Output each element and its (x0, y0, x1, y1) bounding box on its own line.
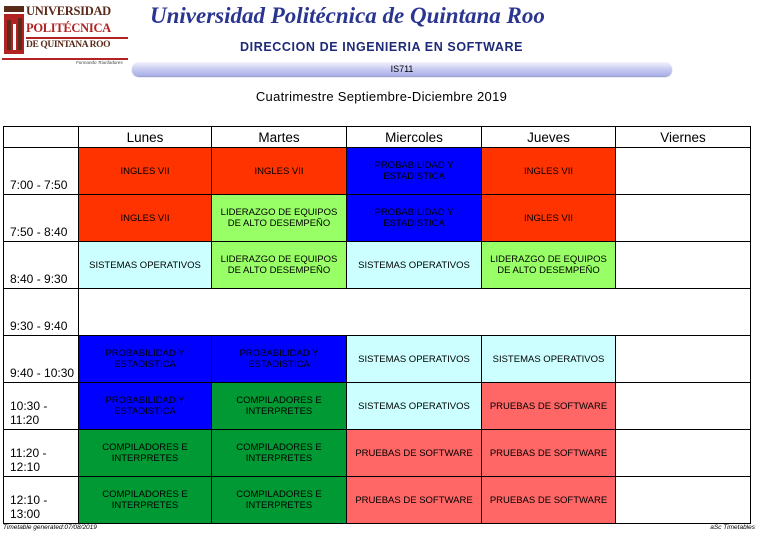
class-cell: SISTEMAS OPERATIVOS (78, 241, 212, 289)
class-cell (615, 241, 751, 289)
time-slot-label: 9:40 - 10:30 (3, 335, 79, 383)
class-cell: PRUEBAS DE SOFTWARE (346, 476, 482, 524)
software-credit: aSc Timetables (710, 524, 755, 531)
class-cell: INGLES VII (78, 194, 212, 242)
term-label: Cuatrimestre Septiembre-Diciembre 2019 (255, 89, 508, 104)
page-title: Universidad Politécnica de Quintana Roo (150, 3, 545, 28)
class-cell (615, 382, 751, 430)
day-header-1: Martes (211, 126, 347, 148)
class-cell: PROBABILIDAD Y ESTADISTICA (346, 147, 482, 195)
logo-text-politecnica: POLITÉCNICA (26, 21, 111, 35)
class-cell: INGLES VII (211, 147, 347, 195)
department-name: DIRECCION DE INGENIERIA EN SOFTWARE (240, 40, 524, 54)
class-cell: PRUEBAS DE SOFTWARE (481, 429, 616, 477)
class-cell: COMPILADORES E INTERPRETES (211, 382, 347, 430)
time-slot-label: 9:30 - 9:40 (3, 288, 79, 336)
class-cell: PRUEBAS DE SOFTWARE (481, 382, 616, 430)
logo-text-universidad: UNIVERSIDAD (26, 4, 111, 18)
class-cell: LIDERAZGO DE EQUIPOS DE ALTO DESEMPEÑO (481, 241, 616, 289)
class-cell (615, 147, 751, 195)
class-cell: LIDERAZGO DE EQUIPOS DE ALTO DESEMPEÑO (211, 194, 347, 242)
time-slot-label: 11:20 - 12:10 (3, 429, 79, 477)
day-header-4: Viernes (615, 126, 751, 148)
class-cell: PROBABILIDAD Y ESTADISTICA (78, 335, 212, 383)
class-cell: PRUEBAS DE SOFTWARE (481, 476, 616, 524)
time-slot-label: 8:40 - 9:30 (3, 241, 79, 289)
day-header-2: Miercoles (346, 126, 482, 148)
class-cell: COMPILADORES E INTERPRETES (78, 429, 212, 477)
header-corner (3, 126, 79, 148)
group-code: IS711 (390, 64, 414, 74)
logo-text-quintana-roo: DE QUINTANA ROO (26, 40, 111, 50)
day-header-3: Jueves (481, 126, 616, 148)
class-cell: SISTEMAS OPERATIVOS (346, 382, 482, 430)
time-slot-label: 7:50 - 8:40 (3, 194, 79, 242)
class-cell: INGLES VII (78, 147, 212, 195)
class-cell: LIDERAZGO DE EQUIPOS DE ALTO DESEMPEÑO (211, 241, 347, 289)
class-cell (615, 476, 751, 524)
logo-motto: Formando Triunfadores (76, 60, 123, 65)
class-cell (615, 429, 751, 477)
class-cell: PROBABILIDAD Y ESTADISTICA (346, 194, 482, 242)
break-row (78, 288, 751, 336)
class-cell: SISTEMAS OPERATIVOS (346, 335, 482, 383)
class-cell: PROBABILIDAD Y ESTADISTICA (78, 382, 212, 430)
time-slot-label: 7:00 - 7:50 (3, 147, 79, 195)
class-cell: SISTEMAS OPERATIVOS (481, 335, 616, 383)
class-cell: PRUEBAS DE SOFTWARE (346, 429, 482, 477)
class-cell: PROBABILIDAD Y ESTADISTICA (211, 335, 347, 383)
class-cell: COMPILADORES E INTERPRETES (211, 429, 347, 477)
class-cell: INGLES VII (481, 194, 616, 242)
class-cell (615, 335, 751, 383)
class-cell (615, 194, 751, 242)
time-slot-label: 12:10 - 13:00 (3, 476, 79, 524)
generated-date: Timetable generated:07/08/2019 (3, 524, 97, 531)
class-cell: SISTEMAS OPERATIVOS (346, 241, 482, 289)
class-cell: COMPILADORES E INTERPRETES (211, 476, 347, 524)
class-cell: INGLES VII (481, 147, 616, 195)
day-header-0: Lunes (78, 126, 212, 148)
time-slot-label: 10:30 - 11:20 (3, 382, 79, 430)
class-cell: COMPILADORES E INTERPRETES (78, 476, 212, 524)
